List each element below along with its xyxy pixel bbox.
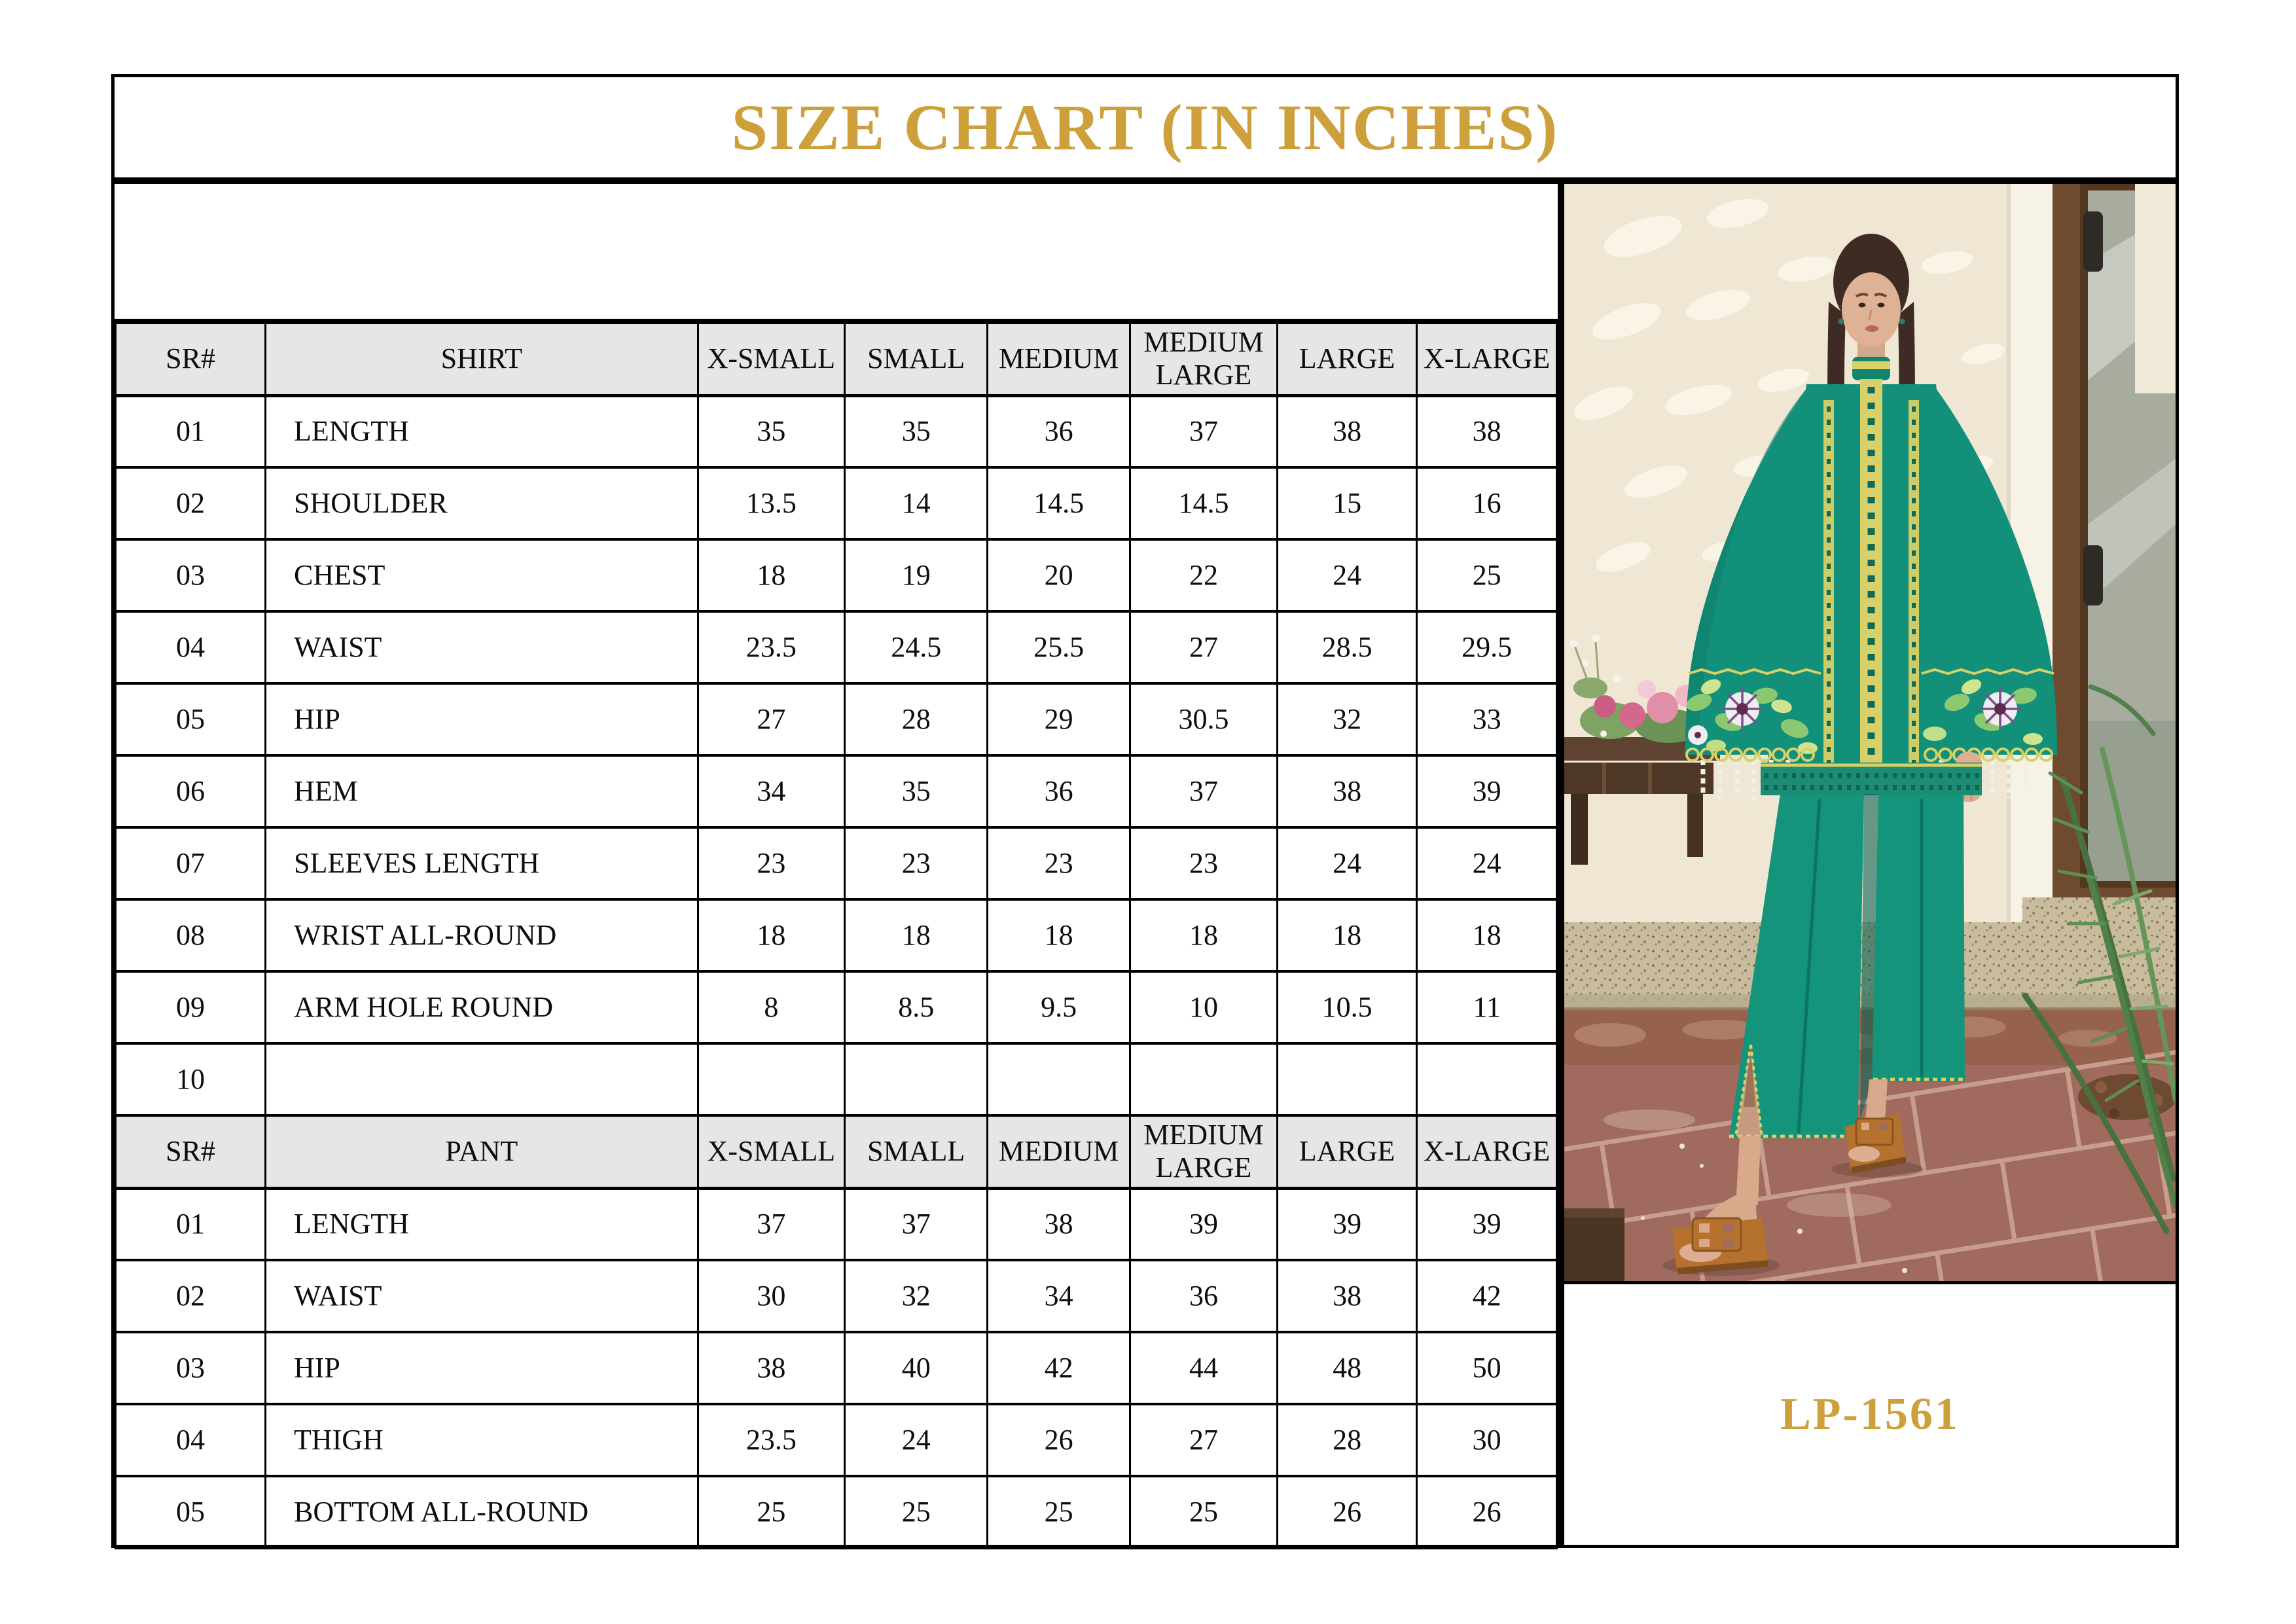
- sr-cell: 05: [116, 1476, 266, 1548]
- measurement-row: [116, 611, 1557, 683]
- size-value-cell: 40: [845, 1332, 988, 1404]
- size-value-cell: 26: [988, 1404, 1130, 1476]
- size-value-cell: [988, 1043, 1130, 1115]
- product-photo: [1561, 181, 2179, 1284]
- size-value-cell: 37: [845, 1188, 988, 1260]
- size-value-cell: 23.5: [698, 1404, 845, 1476]
- size-value-cell: 25.5: [988, 611, 1130, 683]
- measurement-row: [116, 467, 1557, 539]
- size-value-cell: 38: [988, 1188, 1130, 1260]
- section-header-row-pant: [116, 1115, 1557, 1188]
- measurement-label-cell: LENGTH: [266, 1188, 698, 1260]
- sr-cell: 02: [116, 1260, 266, 1332]
- measurement-row: [116, 1043, 1557, 1115]
- size-value-cell: 24: [1417, 827, 1557, 899]
- title-box: [111, 74, 2179, 181]
- size-header-cell: X-SMALL: [698, 323, 845, 395]
- measurement-row: [116, 395, 1557, 467]
- measurement-row: [116, 539, 1557, 611]
- size-value-cell: 25: [698, 1476, 845, 1548]
- sr-cell: 02: [116, 467, 266, 539]
- size-header-cell: SMALL: [845, 1115, 988, 1188]
- size-value-cell: 39: [1417, 1188, 1557, 1260]
- size-value-cell: 29.5: [1417, 611, 1557, 683]
- size-value-cell: 35: [845, 395, 988, 467]
- size-value-cell: 10: [1130, 971, 1278, 1043]
- measurement-row: [116, 1476, 1557, 1548]
- sr-cell: 03: [116, 539, 266, 611]
- measurement-row: [116, 683, 1557, 755]
- measurement-row: [116, 899, 1557, 971]
- size-header-cell: MEDIUM LARGE: [1130, 1115, 1278, 1188]
- measurement-row: [116, 971, 1557, 1043]
- size-value-cell: 23: [1130, 827, 1278, 899]
- size-value-cell: 44: [1130, 1332, 1278, 1404]
- size-header-cell: X-SMALL: [698, 1115, 845, 1188]
- measurement-label-cell: HEM: [266, 755, 698, 827]
- size-value-cell: 27: [1130, 1404, 1278, 1476]
- size-value-cell: 16: [1417, 467, 1557, 539]
- size-value-cell: 42: [1417, 1260, 1557, 1332]
- measurement-label-cell: CHEST: [266, 539, 698, 611]
- size-header-cell: X-LARGE: [1417, 323, 1557, 395]
- size-value-cell: 34: [698, 755, 845, 827]
- size-value-cell: 24.5: [845, 611, 988, 683]
- size-value-cell: 38: [1277, 1260, 1417, 1332]
- section-header-row-shirt: [116, 323, 1557, 395]
- size-value-cell: 28: [1277, 1404, 1417, 1476]
- size-value-cell: 50: [1417, 1332, 1557, 1404]
- measurement-label-cell: HIP: [266, 683, 698, 755]
- size-value-cell: 9.5: [988, 971, 1130, 1043]
- sr-cell: 04: [116, 611, 266, 683]
- size-value-cell: 29: [988, 683, 1130, 755]
- size-value-cell: 38: [698, 1332, 845, 1404]
- size-value-cell: 30.5: [1130, 683, 1278, 755]
- size-value-cell: 35: [698, 395, 845, 467]
- size-value-cell: 37: [1130, 755, 1278, 827]
- size-value-cell: 14.5: [1130, 467, 1278, 539]
- measurement-row: [116, 755, 1557, 827]
- size-value-cell: [1277, 1043, 1417, 1115]
- measurement-label-cell: WAIST: [266, 611, 698, 683]
- size-value-cell: 19: [845, 539, 988, 611]
- size-value-cell: 32: [845, 1260, 988, 1332]
- size-value-cell: 23: [698, 827, 845, 899]
- size-chart-table: [115, 321, 1558, 1549]
- table-top-spacer: [115, 184, 1558, 321]
- measurement-label-cell: SLEEVES LENGTH: [266, 827, 698, 899]
- size-value-cell: 18: [1417, 899, 1557, 971]
- size-value-cell: 30: [698, 1260, 845, 1332]
- measurement-label-cell: WRIST ALL-ROUND: [266, 899, 698, 971]
- size-value-cell: 23: [988, 827, 1130, 899]
- size-value-cell: 18: [1130, 899, 1278, 971]
- size-value-cell: 24: [845, 1404, 988, 1476]
- size-value-cell: 23: [845, 827, 988, 899]
- sr-cell: 05: [116, 683, 266, 755]
- sr-cell: 08: [116, 899, 266, 971]
- page-title: SIZE CHART (IN INCHES): [731, 91, 1559, 164]
- size-header-cell: LARGE: [1277, 323, 1417, 395]
- size-header-cell: X-LARGE: [1417, 1115, 1557, 1188]
- size-value-cell: 34: [988, 1260, 1130, 1332]
- size-value-cell: 39: [1277, 1188, 1417, 1260]
- product-code: LP-1561: [1780, 1389, 1960, 1439]
- size-value-cell: 36: [988, 755, 1130, 827]
- earring: [1839, 319, 1844, 325]
- size-value-cell: 39: [1130, 1188, 1278, 1260]
- earring: [1899, 319, 1905, 325]
- size-value-cell: 26: [1277, 1476, 1417, 1548]
- size-value-cell: 18: [698, 899, 845, 971]
- size-value-cell: 38: [1277, 395, 1417, 467]
- size-value-cell: 23.5: [698, 611, 845, 683]
- sr-cell: 04: [116, 1404, 266, 1476]
- size-header-cell: LARGE: [1277, 1115, 1417, 1188]
- sr-cell: 01: [116, 395, 266, 467]
- size-value-cell: 42: [988, 1332, 1130, 1404]
- product-code-box: [1561, 1281, 2179, 1548]
- sr-cell: 06: [116, 755, 266, 827]
- size-value-cell: 30: [1417, 1404, 1557, 1476]
- size-header-cell: MEDIUM LARGE: [1130, 323, 1278, 395]
- size-value-cell: 8.5: [845, 971, 988, 1043]
- sr-header-cell: SR#: [116, 1115, 266, 1188]
- size-value-cell: 24: [1277, 539, 1417, 611]
- wooden-table-corner: [1564, 1208, 1624, 1281]
- shirt-hem-lace: [1761, 763, 1982, 795]
- size-value-cell: 38: [1417, 395, 1557, 467]
- sr-cell: 07: [116, 827, 266, 899]
- size-value-cell: 11: [1417, 971, 1557, 1043]
- sr-cell: 09: [116, 971, 266, 1043]
- size-value-cell: 33: [1417, 683, 1557, 755]
- size-value-cell: 27: [698, 683, 845, 755]
- measurement-row: [116, 1188, 1557, 1260]
- section-name-cell: PANT: [266, 1115, 698, 1188]
- measurement-label-cell: ARM HOLE ROUND: [266, 971, 698, 1043]
- measurement-label-cell: SHOULDER: [266, 467, 698, 539]
- measurement-row: [116, 1404, 1557, 1476]
- size-value-cell: 18: [988, 899, 1130, 971]
- measurement-label-cell: [266, 1043, 698, 1115]
- size-value-cell: 13.5: [698, 467, 845, 539]
- size-chart-block: [111, 181, 1561, 1548]
- measurement-row: [116, 1332, 1557, 1404]
- size-value-cell: 32: [1277, 683, 1417, 755]
- size-value-cell: [1417, 1043, 1557, 1115]
- size-value-cell: 22: [1130, 539, 1278, 611]
- size-value-cell: [1130, 1043, 1278, 1115]
- size-value-cell: 37: [1130, 395, 1278, 467]
- size-header-cell: SMALL: [845, 323, 988, 395]
- size-value-cell: 25: [845, 1476, 988, 1548]
- size-value-cell: 27: [1130, 611, 1278, 683]
- size-value-cell: 8: [698, 971, 845, 1043]
- measurement-label-cell: WAIST: [266, 1260, 698, 1332]
- size-value-cell: 35: [845, 755, 988, 827]
- sr-header-cell: SR#: [116, 323, 266, 395]
- size-value-cell: 18: [1277, 899, 1417, 971]
- size-value-cell: 36: [988, 395, 1130, 467]
- size-value-cell: 10.5: [1277, 971, 1417, 1043]
- door-handle-lower: [2083, 545, 2103, 605]
- product-photo-illustration: [1564, 184, 2176, 1281]
- size-value-cell: 25: [1417, 539, 1557, 611]
- size-value-cell: 39: [1417, 755, 1557, 827]
- measurement-label-cell: HIP: [266, 1332, 698, 1404]
- door-handle-upper: [2083, 211, 2103, 272]
- size-value-cell: 25: [1130, 1476, 1278, 1548]
- size-value-cell: [845, 1043, 988, 1115]
- size-value-cell: [698, 1043, 845, 1115]
- size-value-cell: 26: [1417, 1476, 1557, 1548]
- size-value-cell: 28: [845, 683, 988, 755]
- size-header-cell: MEDIUM: [988, 323, 1130, 395]
- size-value-cell: 18: [845, 899, 988, 971]
- size-value-cell: 25: [988, 1476, 1130, 1548]
- size-value-cell: 20: [988, 539, 1130, 611]
- size-value-cell: 14: [845, 467, 988, 539]
- size-value-cell: 37: [698, 1188, 845, 1260]
- size-value-cell: 38: [1277, 755, 1417, 827]
- measurement-label-cell: THIGH: [266, 1404, 698, 1476]
- size-value-cell: 36: [1130, 1260, 1278, 1332]
- size-value-cell: 15: [1277, 467, 1417, 539]
- size-value-cell: 18: [698, 539, 845, 611]
- sr-cell: 03: [116, 1332, 266, 1404]
- size-value-cell: 14.5: [988, 467, 1130, 539]
- measurement-label-cell: LENGTH: [266, 395, 698, 467]
- size-value-cell: 28.5: [1277, 611, 1417, 683]
- measurement-row: [116, 1260, 1557, 1332]
- size-header-cell: MEDIUM: [988, 1115, 1130, 1188]
- measurement-label-cell: BOTTOM ALL-ROUND: [266, 1476, 698, 1548]
- sr-cell: 01: [116, 1188, 266, 1260]
- size-value-cell: 24: [1277, 827, 1417, 899]
- size-value-cell: 48: [1277, 1332, 1417, 1404]
- sr-cell: 10: [116, 1043, 266, 1115]
- measurement-row: [116, 827, 1557, 899]
- section-name-cell: SHIRT: [266, 323, 698, 395]
